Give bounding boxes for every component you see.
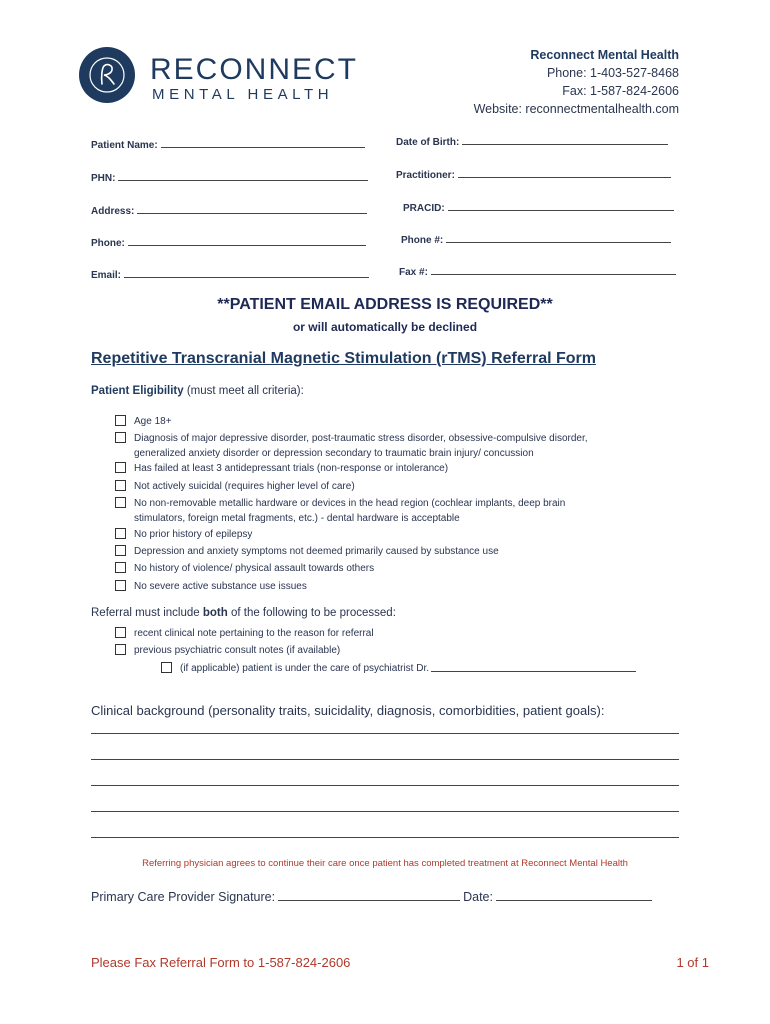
eligibility-item-text: Depression and anxiety symptoms not deemed primarily caused by substance use: [134, 546, 499, 557]
checkbox[interactable]: [115, 580, 126, 591]
checkbox[interactable]: [115, 497, 126, 508]
form-title: Repetitive Transcranial Magnetic Stimulation (rTMS) Referral Form: [91, 350, 596, 367]
eligibility-item-text: No history of violence/ physical assault towards others: [134, 563, 375, 574]
dob-line[interactable]: [462, 135, 668, 145]
psychiatrist-name-line[interactable]: [431, 661, 636, 672]
clinical-line[interactable]: [91, 785, 679, 786]
eligibility-item[interactable]: [115, 579, 307, 594]
checkbox[interactable]: [115, 462, 126, 473]
eligibility-item[interactable]: [115, 414, 172, 429]
eligibility-item-continued: [134, 446, 534, 461]
address-line[interactable]: [137, 204, 367, 214]
logo-subtext: MENTAL HEALTH: [152, 86, 334, 103]
referral-item-text: recent clinical note pertaining to the reason for referral: [134, 628, 374, 639]
fax-num-line[interactable]: [431, 265, 676, 275]
checkbox[interactable]: [115, 545, 126, 556]
signature-row: [91, 890, 655, 904]
date-line[interactable]: [496, 890, 652, 901]
email-required-heading: **PATIENT EMAIL ADDRESS IS REQUIRED**: [217, 296, 553, 313]
referral-item[interactable]: [115, 626, 374, 641]
referral-item-text: (if applicable) patient is under the care of psychiatrist Dr.: [180, 663, 430, 674]
eligibility-heading: [91, 385, 304, 397]
org-website: Website: reconnectmentalhealth.com: [473, 102, 679, 116]
eligibility-item[interactable]: [115, 561, 374, 576]
fax-num-field[interactable]: [399, 265, 676, 278]
clinical-line[interactable]: [91, 811, 679, 812]
checkbox[interactable]: [115, 562, 126, 573]
contact-block: [474, 46, 679, 118]
eligibility-item[interactable]: [115, 527, 252, 542]
dob-label: Date of Birth:: [396, 137, 460, 148]
phone-num-line[interactable]: [446, 233, 671, 243]
eligibility-item-text: Not actively suicidal (requires higher level of care): [134, 481, 355, 492]
phn-line[interactable]: [118, 171, 368, 181]
eligibility-item-text: Diagnosis of major depressive disorder, post-traumatic stress disorder, obsessive-compulsive disorder,: [134, 433, 588, 444]
fax-num-label: Fax #:: [399, 267, 428, 278]
fax-instructions: Please Fax Referral Form to 1-587-824-2606: [91, 955, 351, 970]
referral-label-post: of the following to be processed:: [227, 607, 396, 619]
page-number: 1 of 1: [676, 955, 709, 970]
physician-agreement-notice: Referring physician agrees to continue their care once patient has completed treatment at Reconnect Mental Health: [142, 858, 628, 869]
email-label: Email:: [91, 270, 122, 281]
referral-item[interactable]: [161, 661, 636, 676]
patient-name-label: Patient Name:: [91, 140, 158, 151]
referral-item[interactable]: [115, 643, 340, 658]
checkbox[interactable]: [115, 432, 126, 443]
checkbox[interactable]: [115, 644, 126, 655]
eligibility-item-text: No non-removable metallic hardware or devices in the head region (cochlear implants, deep brain: [134, 498, 566, 509]
pracid-line[interactable]: [448, 201, 674, 211]
phone-num-label: Phone #:: [401, 235, 444, 246]
clinical-line[interactable]: [91, 837, 679, 838]
referral-item-text: previous psychiatric consult notes (if available): [134, 645, 341, 656]
checkbox[interactable]: [115, 480, 126, 491]
dob-field[interactable]: [396, 135, 668, 148]
eligibility-item[interactable]: [115, 496, 565, 511]
clinical-line[interactable]: [91, 759, 679, 760]
logo-text: RECONNECT: [150, 53, 359, 86]
referral-label-bold: both: [202, 607, 228, 619]
eligibility-item[interactable]: [115, 461, 448, 476]
logo-emblem: [79, 47, 135, 103]
logo-r-icon: [87, 55, 127, 95]
eligibility-item-text: No prior history of epilepsy: [134, 529, 253, 540]
checkbox[interactable]: [115, 627, 126, 638]
eligibility-item-text: generalized anxiety disorder or depression secondary to traumatic brain injury/ concussion: [134, 448, 534, 459]
eligibility-item-text: stimulators, foreign metal fragments, etc.) - dental hardware is acceptable: [134, 513, 460, 524]
email-required-subtext: or will automatically be declined: [292, 320, 478, 334]
signature-label: Primary Care Provider Signature:: [91, 890, 276, 904]
eligibility-item-continued: [134, 511, 460, 526]
phone-num-field[interactable]: [401, 233, 671, 246]
phone-field[interactable]: [91, 236, 366, 249]
signature-line[interactable]: [278, 890, 460, 901]
eligibility-item-text: Age 18+: [134, 416, 172, 427]
org-fax: Fax: 1-587-824-2606: [562, 84, 679, 98]
checkbox[interactable]: [115, 528, 126, 539]
practitioner-label: Practitioner:: [396, 170, 455, 181]
org-phone: Phone: 1-403-527-8468: [546, 66, 679, 80]
email-field[interactable]: [91, 268, 369, 281]
eligibility-item-text: Has failed at least 3 antidepressant trials (non-response or intolerance): [134, 463, 449, 474]
phn-field[interactable]: [91, 171, 368, 184]
date-label: Date:: [463, 890, 493, 904]
practitioner-field[interactable]: [396, 168, 671, 181]
org-name: Reconnect Mental Health: [530, 48, 679, 62]
practitioner-line[interactable]: [458, 168, 671, 178]
email-line[interactable]: [124, 268, 369, 278]
patient-name-line[interactable]: [161, 138, 365, 148]
phone-label: Phone:: [91, 238, 125, 249]
checkbox[interactable]: [161, 662, 172, 673]
eligibility-item[interactable]: [115, 479, 355, 494]
clinical-background-label: Clinical background (personality traits, suicidality, diagnosis, comorbidities, patient goals):: [91, 703, 605, 718]
eligibility-item[interactable]: [115, 544, 499, 559]
checkbox[interactable]: [115, 415, 126, 426]
eligibility-item-text: No severe active substance use issues: [134, 581, 307, 592]
address-field[interactable]: [91, 204, 367, 217]
address-label: Address:: [91, 206, 135, 217]
referral-label-pre: Referral must include: [91, 607, 203, 619]
phone-line[interactable]: [128, 236, 366, 246]
eligibility-label-bold: Patient Eligibility: [91, 385, 184, 397]
referral-heading: [91, 607, 396, 619]
eligibility-label-rest: (must meet all criteria):: [183, 385, 304, 397]
pracid-field[interactable]: [403, 201, 674, 214]
phn-label: PHN:: [91, 173, 116, 184]
patient-name-field[interactable]: [91, 138, 365, 151]
pracid-label: PRACID:: [403, 203, 445, 214]
eligibility-item[interactable]: [115, 431, 588, 446]
clinical-line[interactable]: [91, 733, 679, 734]
